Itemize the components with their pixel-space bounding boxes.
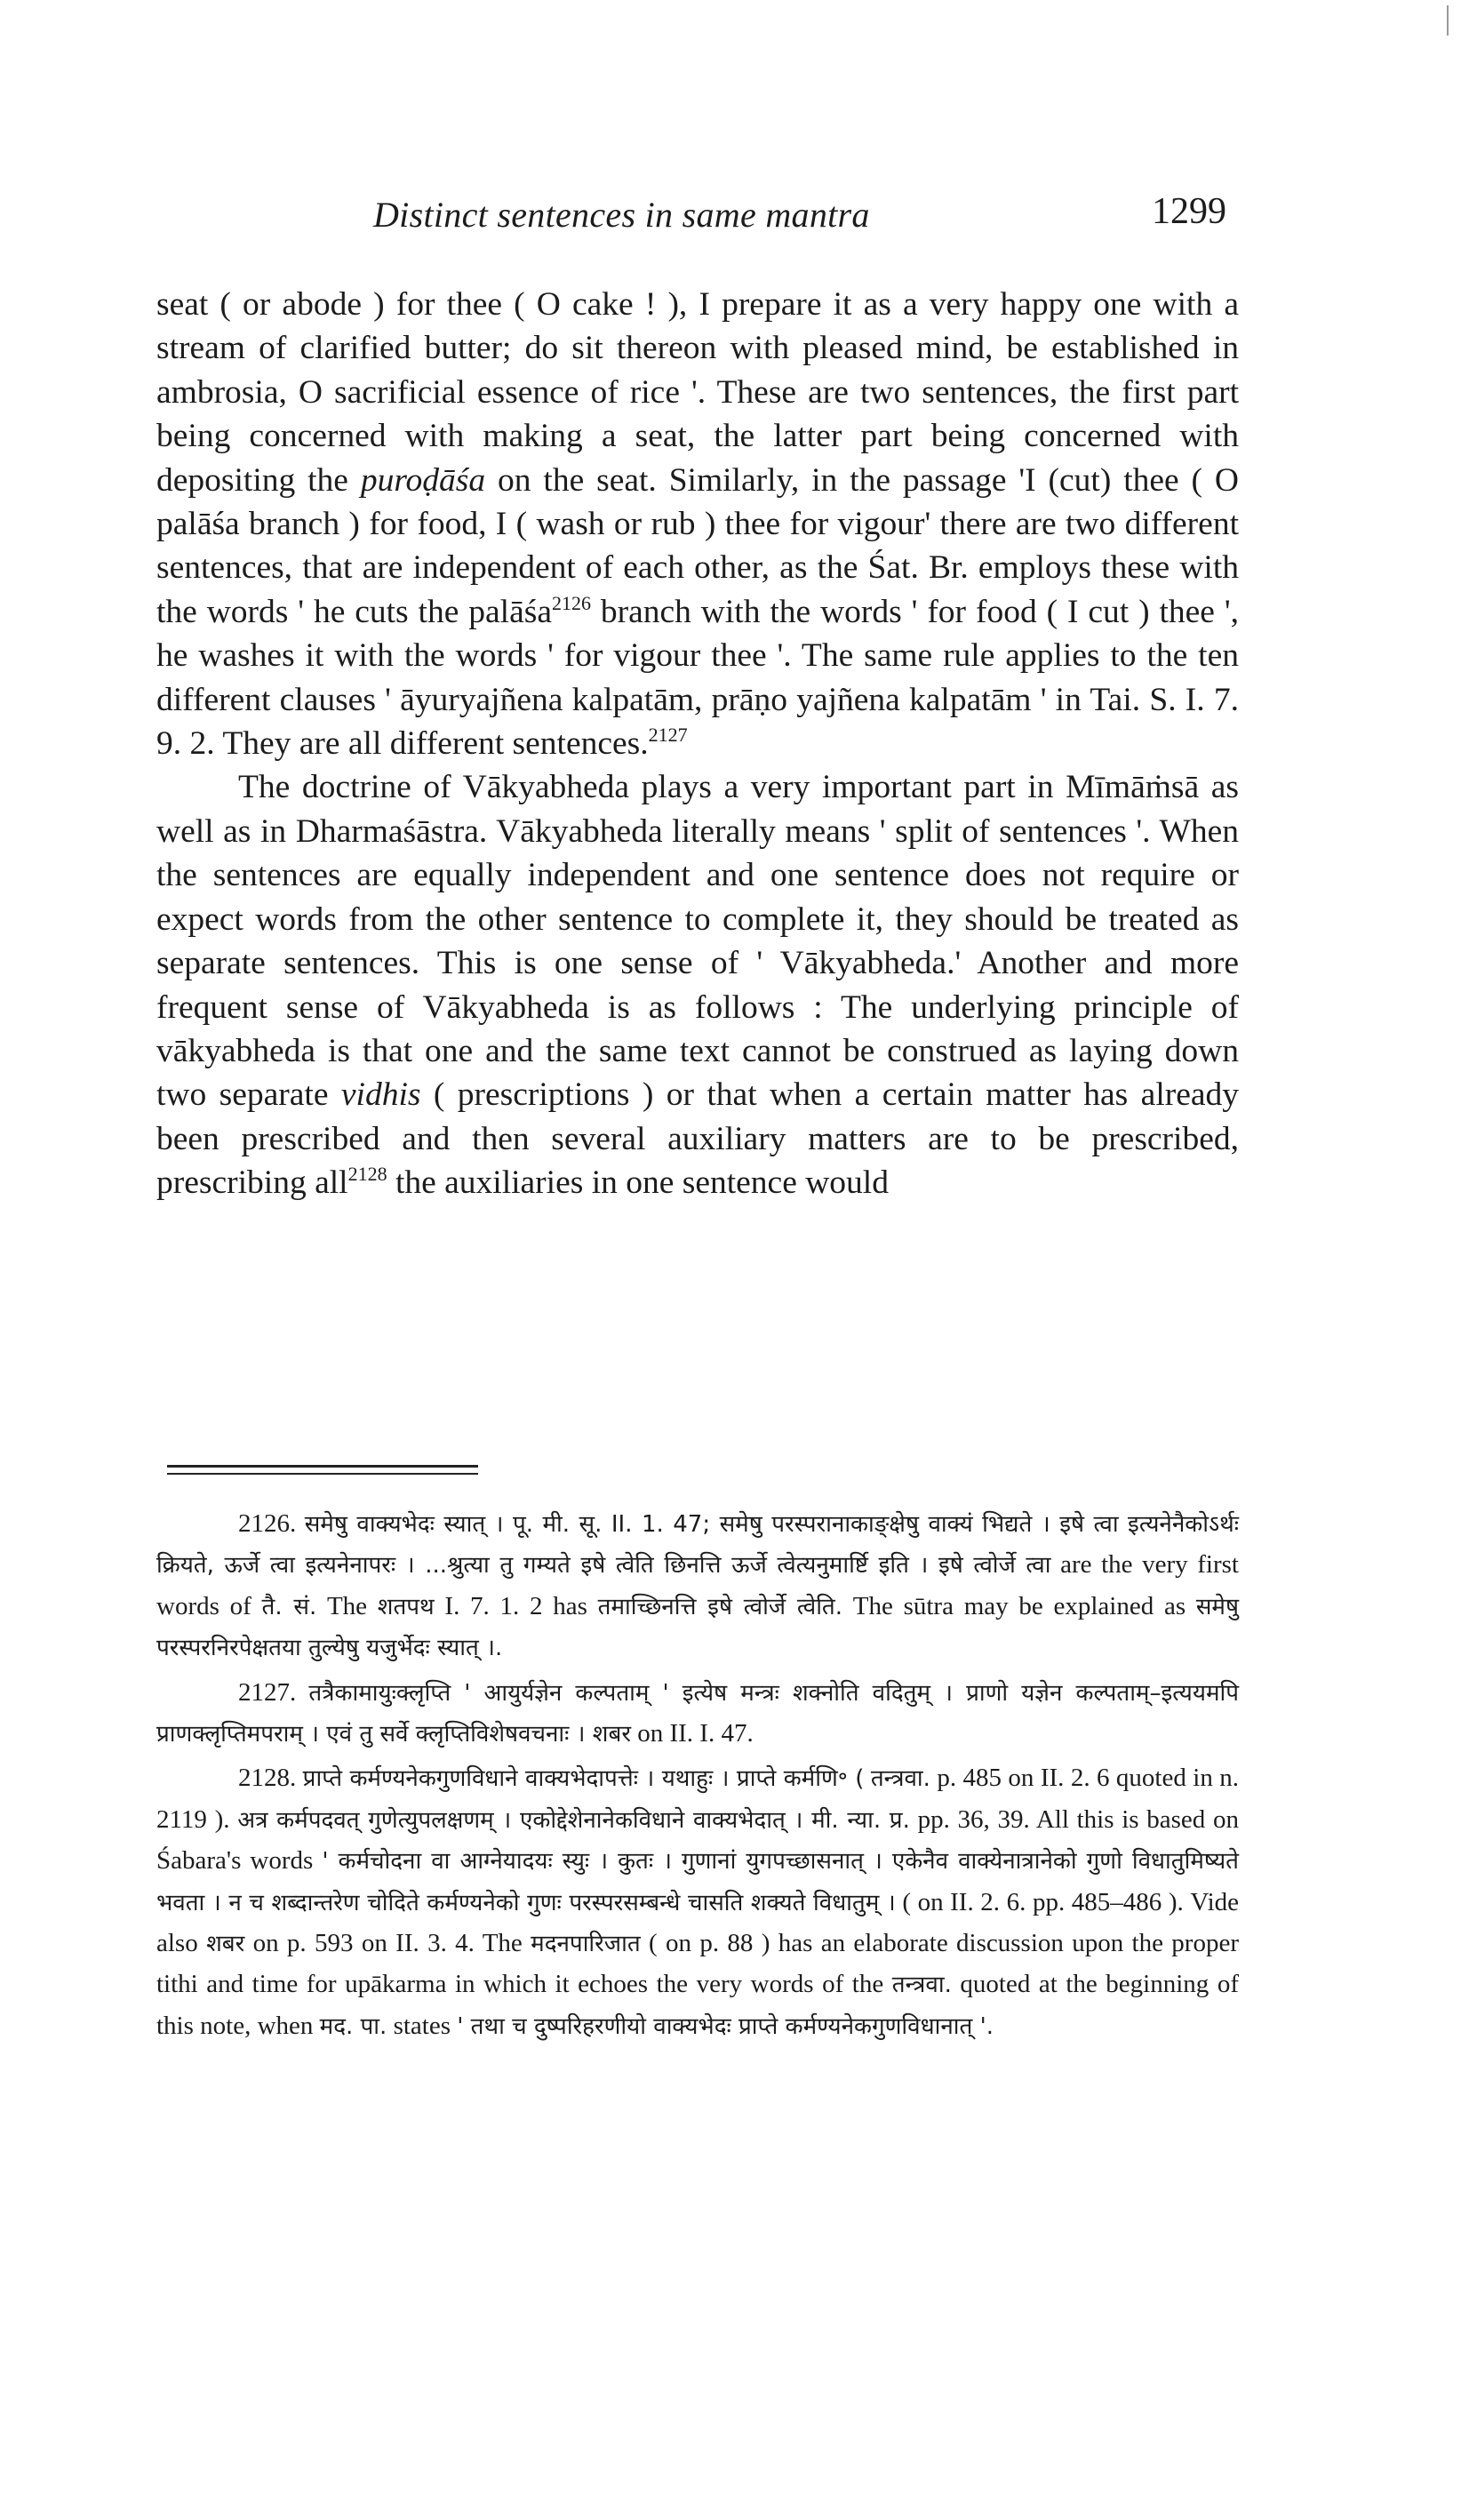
footnote-2128-sanskrit-f: ' कर्मचोदना वा आग्नेयादयः स्युः । कुतः । गुणानां युगपच्छासनात् । एकेनैव वाक्येनात्रानेको गुणो विधातुमिष्यते भवता । न च शब्दान्तरेण चोदिते कर्मण्यनेको गुणः परस्परसम्बन्धे चासति शक्यते विधातुम् । bbox=[156, 1848, 1239, 1916]
paragraph-1-text-c: branch with the words ' for food ( I cut ) thee ', he washes it with the words ' for vigour thee '. The same rule applies to the ten different clauses ' āyuryajñena kalpatām, prāṇo yajñena kalpatām ' in Tai. S. I. 7. 9. 2. They are all different sentences. bbox=[156, 593, 1239, 763]
footnote-2128-text-g: ( on II. 2. 6. pp. 485–486 ). Vide also bbox=[156, 1887, 1240, 1958]
paragraph-2 bbox=[156, 765, 1239, 1204]
footnote-2128-text-k: ( on p. 88 ) has an elaborate discussion upon the proper tithi and time for upākarma in which it echoes the very words of the bbox=[156, 1929, 1239, 1999]
footnote-ref-2127[interactable]: 2127 bbox=[648, 724, 688, 747]
running-head bbox=[0, 191, 1469, 247]
paragraph-2-text-c: the auxiliaries in one sentence would bbox=[387, 1164, 889, 1202]
footnote-2128-text-m: quoted at the beginning of this note, when bbox=[156, 1970, 1239, 2040]
footnote-2126-text-b: are the very first words of bbox=[156, 1550, 1239, 1620]
paragraph-2-text-b: ( prescriptions ) or that when a certain matter has already been prescribed and then several auxiliary matters are to be prescribed, prescribing all bbox=[156, 1076, 1240, 1202]
scan-edge-mark bbox=[1447, 5, 1449, 36]
footnote-2128-text-i: on p. 593 on II. 3. 4. The bbox=[244, 1929, 531, 1958]
footnote-2126-text-h: The sūtra may be explained as bbox=[842, 1591, 1196, 1620]
running-title: Distinct sentences in same mantra bbox=[373, 195, 870, 235]
footnote-2128-sanskrit-b: तन्त्रवा. bbox=[870, 1765, 930, 1793]
footnote-ref-2128[interactable]: 2128 bbox=[347, 1163, 387, 1186]
footnote-separator bbox=[167, 1465, 478, 1475]
footnote-number: 2127. bbox=[238, 1677, 297, 1707]
footnote-2128-sanskrit-d: अत्र कर्मपदवत् गुणेत्युपलक्षणम् । एकोद्देशेनानेकविधाने वाक्यभेदात् । मी. न्या. प्र. bbox=[237, 1806, 910, 1834]
footnote-2126-text-f: I. 7. 1. 2 has bbox=[434, 1591, 598, 1620]
footnote-2127-text-b: on II. I. 47. bbox=[630, 1719, 754, 1748]
footnotes bbox=[156, 1504, 1239, 2047]
footnote-2128-sanskrit-a: प्राप्ते कर्मण्यनेकगुणविधाने वाक्यभेदापत्तेः । यथाहुः । प्राप्ते कर्मणि॰ ( bbox=[302, 1765, 865, 1793]
footnote-2127 bbox=[156, 1673, 1239, 1756]
paragraph-2-text-a: The doctrine of Vākyabheda plays a very important part in Mīmāṁsā as well as in Dharmaśāstra. Vākyabheda literally means ' split of sentences '. When the sentences are equally independent and one sentence does not require or expect words from the other sentence to complete it, they should be treated as separate sentences. This is one sense of ' Vākyabheda.' Another and more frequent sense of Vākyabheda is as follows : The underlying principle of vākyabheda is that one and the same text cannot be construed as laying down two separate bbox=[156, 769, 1239, 1114]
footnote-2128-text-o: states bbox=[387, 2011, 458, 2040]
paragraph-2-italic-term: vidhis bbox=[340, 1076, 421, 1114]
footnote-2126-sanskrit-a: समेषु वाक्यभेदः स्यात् । पू. मी. सू. II. 1. 47; समेषु परस्परानाकाङ्क्षेषु वाक्यं भिद्यते । इषे त्वा इत्यनेनैकोऽर्थः क्रियते, ऊर्जे त्वा इत्यनेनापरः । ...श्रुत्या तु गम्यते इषे त्वेति छिनत्ति ऊर्जे त्वेत्यनुमार्ष्टि इति । इषे त्वोर्जे त्वा bbox=[156, 1511, 1240, 1580]
footnote-number: 2128. bbox=[238, 1764, 297, 1793]
paragraph-1-text-b: on the seat. Similarly, in the passage 'I (cut) thee ( O palāśa branch ) for food, I ( wash or rub ) thee for vigour' there are two different sentences, that are independent of each other, as the Śat. Br. employs these with the words ' he cuts the palāśa bbox=[156, 461, 1239, 630]
paragraph-1 bbox=[156, 283, 1239, 765]
footnote-2128-sanskrit-j: मदनपारिजात bbox=[531, 1931, 641, 1958]
page-number: 1299 bbox=[1152, 191, 1226, 232]
footnote-number: 2126. bbox=[238, 1509, 297, 1538]
footnote-2126-sanskrit-g: तमाच्छिनत्ति इषे त्वोर्जे त्वेति. bbox=[597, 1593, 843, 1620]
footnote-ref-2126[interactable]: 2126 bbox=[551, 591, 591, 614]
footnote-2126-text-d: The bbox=[316, 1591, 378, 1620]
footnote-2126-sanskrit-c: तै. सं. bbox=[261, 1593, 317, 1620]
footnote-2128-sanskrit-h: शबर bbox=[206, 1931, 245, 1958]
footnote-2128-text-e: pp. 36, 39. All this is based on Śabara's words bbox=[156, 1804, 1239, 1876]
footnote-2128-sanskrit-p: ' तथा च दुष्परिहरणीयो वाक्यभेदः प्राप्ते कर्मण्यनेकगुणविधानात् '. bbox=[457, 2012, 994, 2040]
body-text bbox=[156, 283, 1239, 1205]
footnote-2128-sanskrit-n: मद. पा. bbox=[319, 2012, 387, 2040]
footnote-2126 bbox=[156, 1504, 1239, 1669]
footnote-rule-bottom bbox=[167, 1473, 478, 1475]
footnote-2126-sanskrit-e: शतपथ bbox=[377, 1593, 435, 1620]
paragraph-1-text-a: seat ( or abode ) for thee ( O cake ! ), I prepare it as a very happy one with a stream of clarified butter; do sit thereon with pleased mind, be established in ambrosia, O sacrificial essence of rice '. These are two sentences, the first part being concerned with making a seat, the latter part being concerned with depositing the bbox=[156, 286, 1239, 499]
footnote-2126-sanskrit-i: समेषु परस्परनिरपेक्षतया तुल्येषु यजुर्भेदः स्यात् ।. bbox=[156, 1593, 1239, 1662]
footnote-2128-text-c: p. 485 on II. 2. 6 quoted in n. 2119 ). bbox=[156, 1764, 1239, 1834]
paragraph-1-italic-term: puroḍāśa bbox=[360, 461, 486, 499]
footnote-2127-sanskrit-a: तत्रैकामायुःक्लृप्ति ' आयुर्यज्ञेन कल्पताम् ' इत्येष मन्त्रः शक्नोति वदितुम् । प्राणो यज्ञेन कल्पताम्–इत्ययमपि प्राणक्लृप्तिमपराम् । एवं तु सर्वे क्लृप्तिविशेषवचनाः । शबर bbox=[156, 1679, 1240, 1748]
footnote-rule-top bbox=[167, 1465, 478, 1468]
footnote-2128 bbox=[156, 1758, 1239, 2047]
footnote-2128-sanskrit-l: तन्त्रवा. bbox=[891, 1972, 952, 1999]
